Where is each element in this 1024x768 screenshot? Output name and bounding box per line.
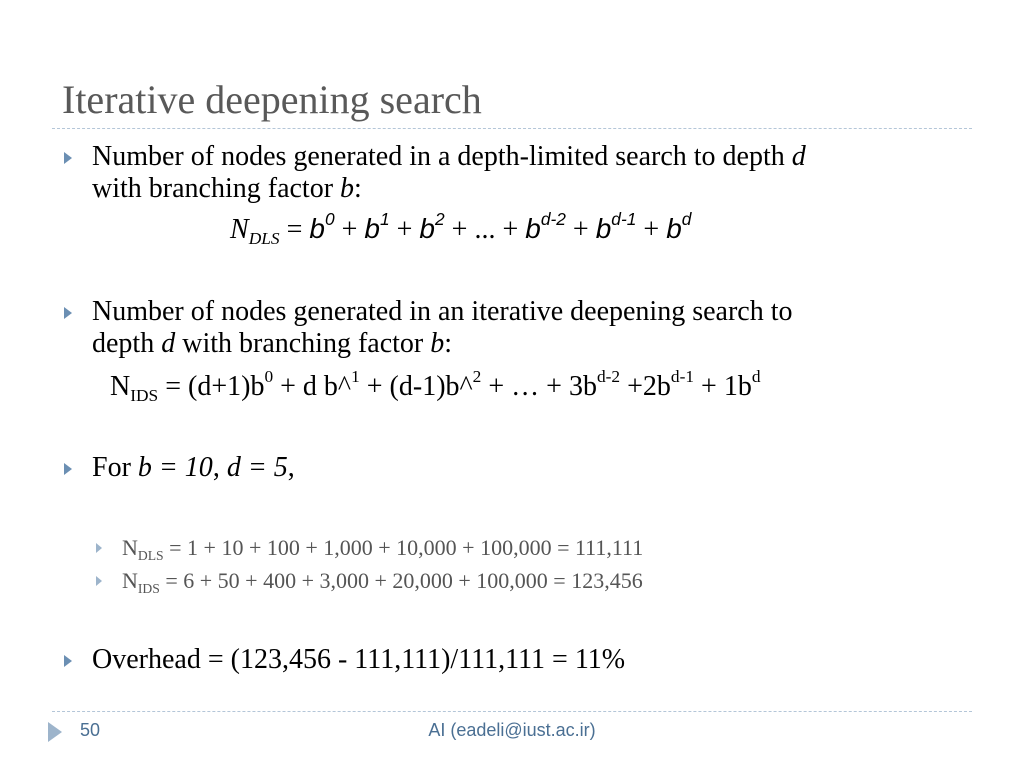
title-divider <box>52 128 972 129</box>
bullet-4: Overhead = (123,456 - 111,111)/111,111 = 11% <box>92 644 626 675</box>
formula-dls: $N_{DLS} = b^0 + b^1 + b^2$ + ... + $b^{d-2} + b^{d-1} + b^d$ <box>230 208 692 249</box>
bullet-arrow-icon <box>64 463 72 475</box>
sub-bullet-arrow-icon <box>96 576 102 586</box>
slide-title: Iterative deepening search <box>62 77 482 122</box>
footer-divider <box>52 711 972 712</box>
footer-label: AI (eadeli@iust.ac.ir) <box>428 720 596 740</box>
bullet-arrow-icon <box>64 307 72 319</box>
bullet-arrow-icon <box>64 655 72 667</box>
bullet-2-line-1: Number of nodes generated in an iterative deepening search to <box>92 296 793 327</box>
page-number: 50 <box>80 720 101 740</box>
sub-bullet-ids: $N_{IDS} = 6 + 50 + 400 + 3,000 + 20,000 + 100,000 = 123,456$ <box>122 568 643 596</box>
bullet-1-line-1: Number of nodes generated in a depth-limited search to depth d <box>92 141 806 172</box>
sub-bullet-arrow-icon <box>96 543 102 553</box>
formula-ids: $N_{IDS} = (d+1)b^0 + d$ b^$^1$ + (d-1)b^$^2$ + … + $3b^{d-2} +2b^{d-1} + 1b^d$ <box>110 366 761 406</box>
bullet-1-line-2: with branching factor b: <box>92 173 362 204</box>
bullet-arrow-icon <box>64 152 72 164</box>
bullet-2-line-2: depth d with branching factor b: <box>92 328 453 359</box>
bullet-3: For b = 10, d = 5, <box>92 452 295 483</box>
sub-bullet-dls: $N_{DLS} = 1 + 10 + 100 + 1,000 + 10,000 + 100,000 = 111,111$ <box>122 535 644 563</box>
